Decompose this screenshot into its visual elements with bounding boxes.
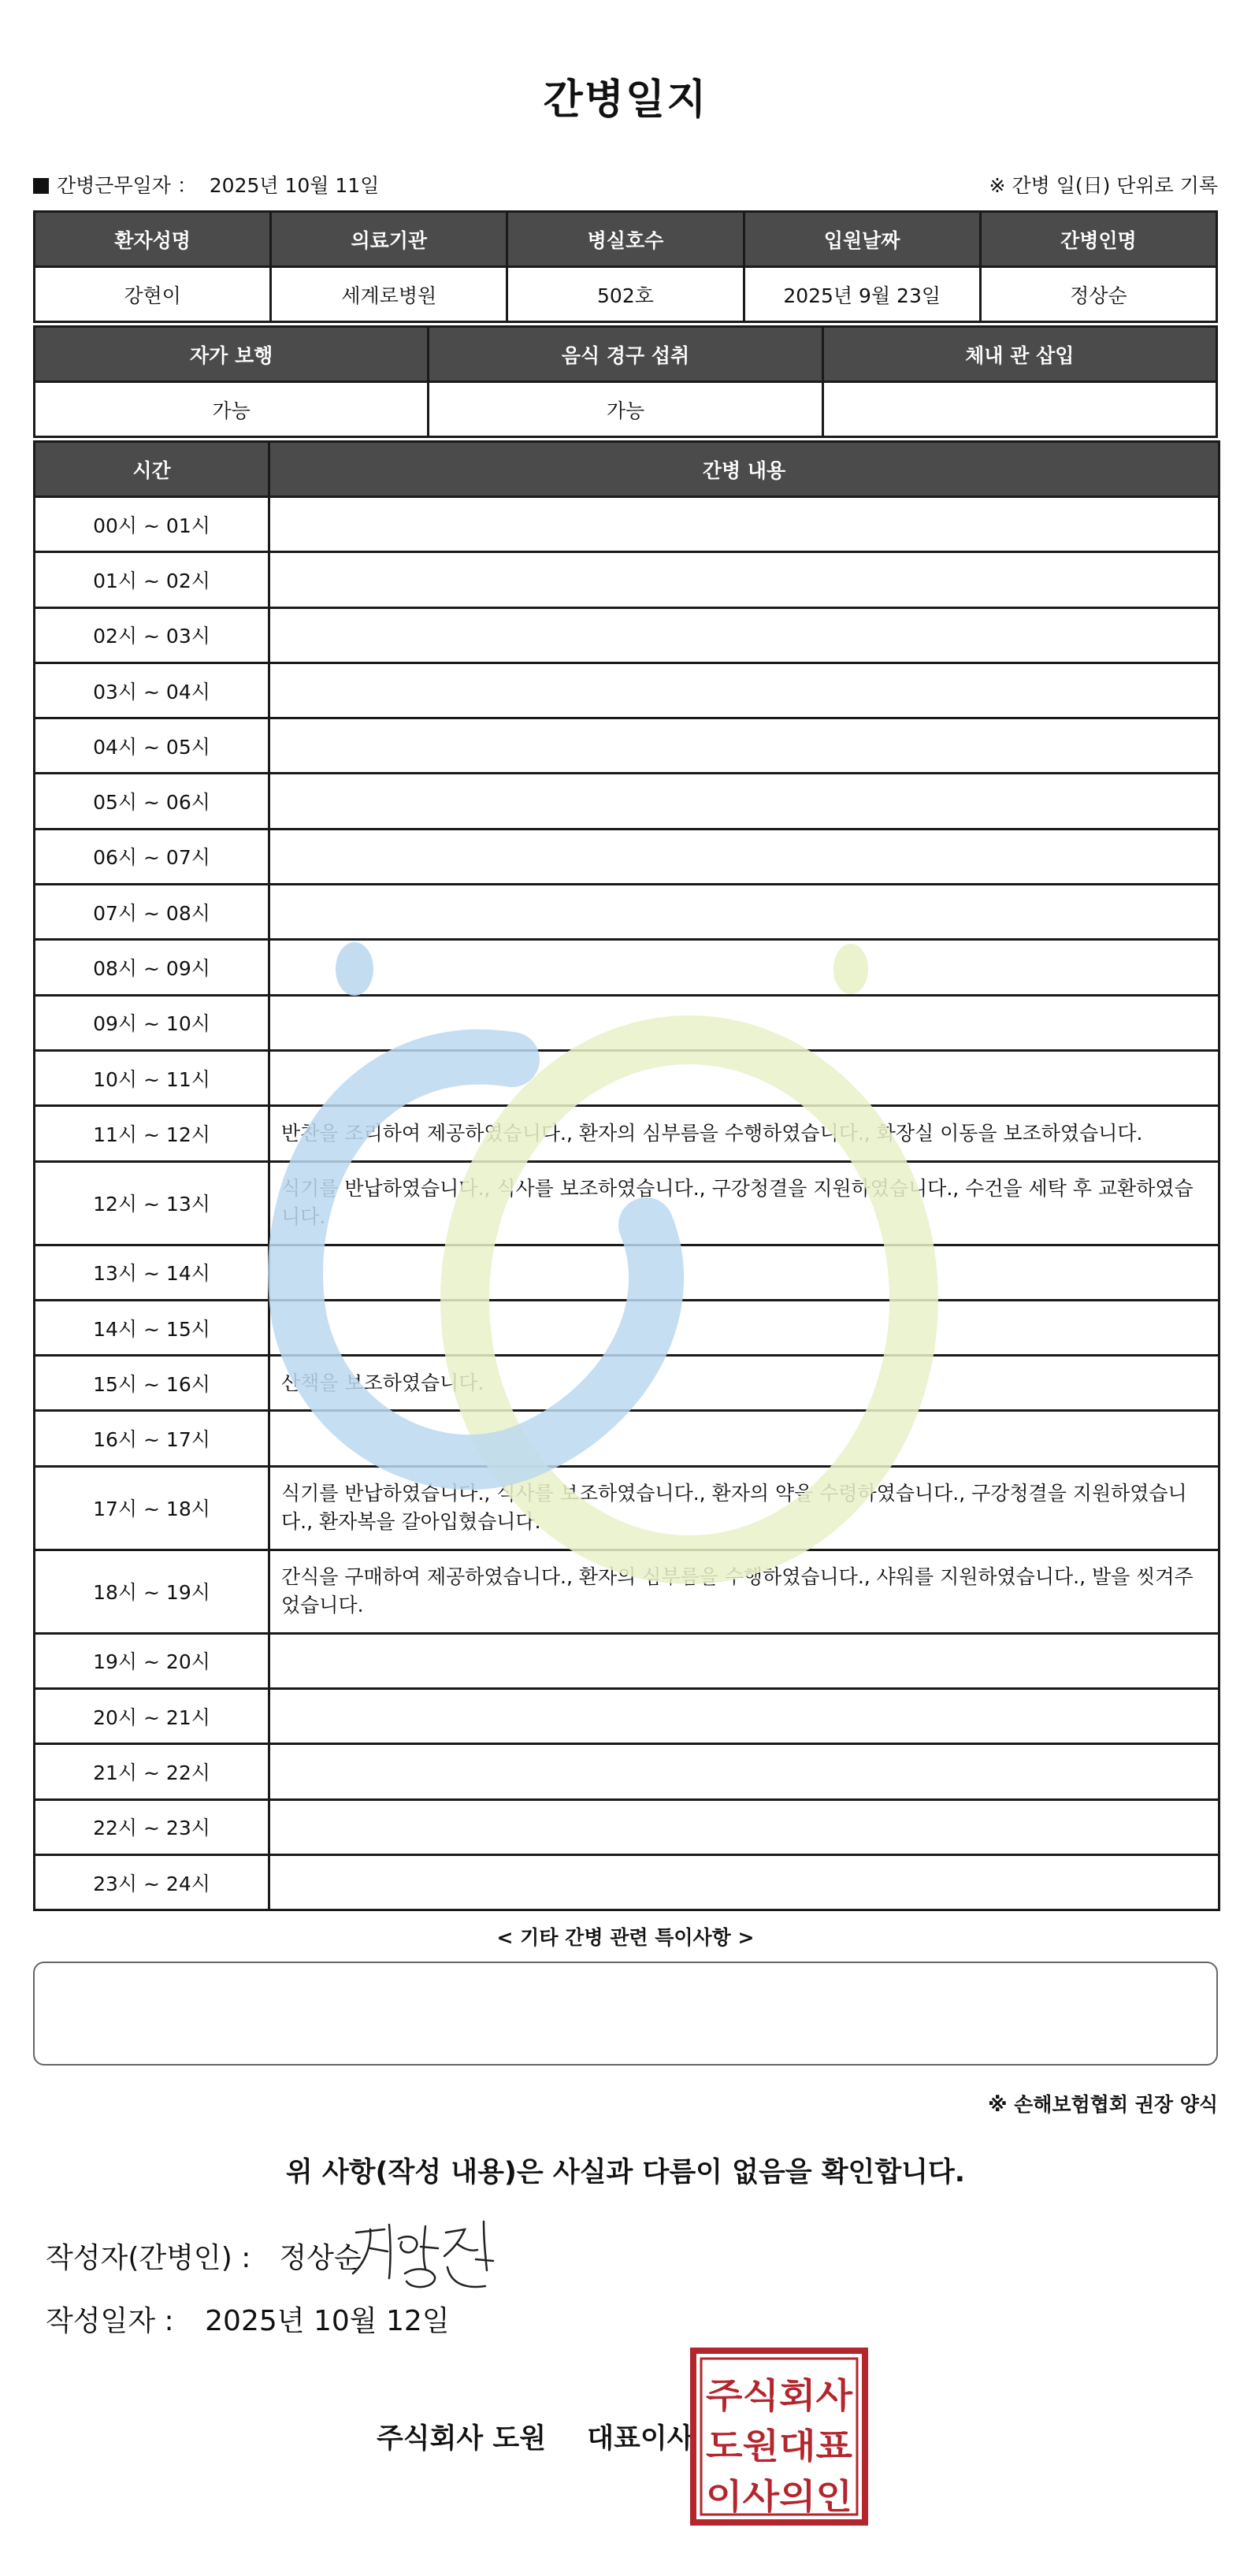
log-time-cell: 15시 ~ 16시 [35,1356,269,1411]
log-row [35,774,1219,829]
log-row [35,1356,1219,1411]
log-row [35,663,1219,718]
log-time-cell: 13시 ~ 14시 [35,1245,269,1300]
writer-name: 정상순 [279,2242,362,2274]
log-row [35,718,1219,774]
log-row [35,995,1219,1050]
log-row [35,1633,1219,1688]
log-time-cell: 06시 ~ 07시 [35,829,269,884]
work-date-label: 간병근무일자 ： [57,174,197,197]
log-row [35,1689,1219,1744]
log-content-cell: 반찬을 조리하여 제공하였습니다., 환자의 심부름을 수행하였습니다., 화장실 이동을 보조하였습니다. [269,1106,1219,1161]
log-row [35,1050,1219,1105]
log-time-cell: 04시 ~ 05시 [35,718,269,774]
log-content-cell: 식기를 반납하였습니다., 식사를 보조하였습니다., 환자의 약을 수령하였습니다., 구강청결을 지원하였습니다., 환자복을 갈아입혔습니다. [269,1466,1219,1550]
room-number-cell: 502호 [507,267,744,322]
company-row [377,2417,693,2456]
log-row [35,1854,1219,1910]
log-content-cell [269,1633,1219,1688]
log-row [35,1300,1219,1355]
header-info-row [33,169,1218,200]
patient-header-cell: 의료기관 [271,212,507,267]
patient-header-cell: 병실호수 [507,212,744,267]
work-date-group [33,170,379,199]
log-content-cell [269,995,1219,1050]
log-content-cell [269,1744,1219,1799]
log-time-cell: 17시 ~ 18시 [35,1466,269,1550]
log-row [35,885,1219,940]
log-time-cell: 02시 ~ 03시 [35,607,269,663]
patient-info-table [33,210,1218,323]
patient-name-cell: 강현이 [35,267,271,322]
log-time-cell: 14시 ~ 15시 [35,1300,269,1355]
company-name: 주식회사 도원 [377,2423,547,2455]
recommend-note: ※ 손해보험협회 권장 양식 [988,2093,1218,2116]
status-header-cell: 음식 경구 섭취 [429,327,822,382]
patient-header-cell: 입원날짜 [744,212,980,267]
patient-header-cell: 환자성명 [35,212,271,267]
care-log-table [33,440,1220,1911]
log-header-content: 간병 내용 [269,442,1219,497]
square-bullet-icon [33,178,49,194]
log-row [35,1466,1219,1550]
patient-status-table [33,325,1218,438]
log-time-cell: 11시 ~ 12시 [35,1106,269,1161]
log-content-cell [269,552,1219,607]
writer-label: 작성자(간병인) : [46,2242,251,2274]
log-row [35,497,1219,552]
log-time-cell: 12시 ~ 13시 [35,1161,269,1245]
tube-insertion-cell [822,382,1216,437]
log-header-time: 시간 [35,442,269,497]
written-date-row [46,2299,450,2339]
seal-text-line: 주식회사 [706,2376,854,2416]
self-walking-cell: 가능 [35,382,429,437]
log-row [35,552,1219,607]
log-content-cell: 간식을 구매하여 제공하였습니다., 환자의 심부름을 수행하였습니다., 샤워를 지원하였습니다., 발을 씻겨주었습니다. [269,1550,1219,1633]
log-content-cell [269,1854,1219,1910]
log-content-cell [269,940,1219,995]
log-content-cell [269,1689,1219,1744]
log-row [35,1245,1219,1300]
log-content-cell [269,718,1219,774]
log-time-cell: 21시 ~ 22시 [35,1744,269,1799]
oral-intake-cell: 가능 [429,382,822,437]
company-rep-title: 대표이사 [587,2423,694,2455]
log-content-cell [269,497,1219,552]
written-date-value: 2025년 10월 12일 [205,2305,450,2337]
log-content-cell [269,1300,1219,1355]
log-content-cell: 식기를 반납하였습니다., 식사를 보조하였습니다., 구강청결을 지원하였습니다., 수건을 세탁 후 교환하였습니다. [269,1161,1219,1245]
log-content-cell [269,1245,1219,1300]
log-row [35,1550,1219,1633]
page-title: 간병일지 [543,76,708,124]
unit-note: ※ 간병 일(日) 단위로 기록 [989,174,1218,197]
log-row [35,607,1219,663]
seal-text-line: 이사의인 [706,2477,852,2517]
log-time-cell: 22시 ~ 23시 [35,1799,269,1854]
hospital-cell: 세계로병원 [271,267,507,322]
handwritten-signature [347,2215,504,2302]
work-date-value: 2025년 10월 11일 [209,174,380,197]
log-time-cell: 09시 ~ 10시 [35,995,269,1050]
log-time-cell: 08시 ~ 09시 [35,940,269,995]
patient-header-cell: 간병인명 [980,212,1216,267]
log-time-cell: 01시 ~ 02시 [35,552,269,607]
admission-date-cell: 2025년 9월 23일 [744,267,980,322]
status-header-cell: 체내 관 삽입 [822,327,1216,382]
log-time-cell: 19시 ~ 20시 [35,1633,269,1688]
log-content-cell [269,885,1219,940]
log-content-cell [269,1050,1219,1105]
company-seal-stamp [690,2348,868,2526]
log-time-cell: 18시 ~ 19시 [35,1550,269,1633]
log-time-cell: 10시 ~ 11시 [35,1050,269,1105]
special-notes-box [33,1962,1218,2066]
log-content-cell: 산책을 보조하였습니다. [269,1356,1219,1411]
log-time-cell: 23시 ~ 24시 [35,1854,269,1910]
status-header-cell: 자가 보행 [35,327,429,382]
log-row [35,1799,1219,1854]
log-row [35,940,1219,995]
log-content-cell [269,1411,1219,1466]
writer-row [46,2236,362,2276]
special-notes-title: < 기타 간병 관련 특이사항 > [496,1926,755,1949]
log-content-cell [269,607,1219,663]
log-content-cell [269,1799,1219,1854]
log-content-cell [269,829,1219,884]
log-time-cell: 05시 ~ 06시 [35,774,269,829]
log-content-cell [269,663,1219,718]
log-row [35,1161,1219,1245]
log-time-cell: 20시 ~ 21시 [35,1689,269,1744]
written-date-label: 작성일자 : [46,2305,174,2337]
caregiver-name-cell: 정상순 [980,267,1216,322]
log-time-cell: 07시 ~ 08시 [35,885,269,940]
log-time-cell: 16시 ~ 17시 [35,1411,269,1466]
log-time-cell: 00시 ~ 01시 [35,497,269,552]
log-content-cell [269,774,1219,829]
log-row [35,829,1219,884]
confirm-statement: 위 사항(작성 내용)은 사실과 다름이 없음을 확인합니다. [285,2157,966,2188]
log-row [35,1744,1219,1799]
log-row [35,1411,1219,1466]
log-time-cell: 03시 ~ 04시 [35,663,269,718]
seal-text-line: 도원대표 [706,2426,853,2467]
log-row [35,1106,1219,1161]
